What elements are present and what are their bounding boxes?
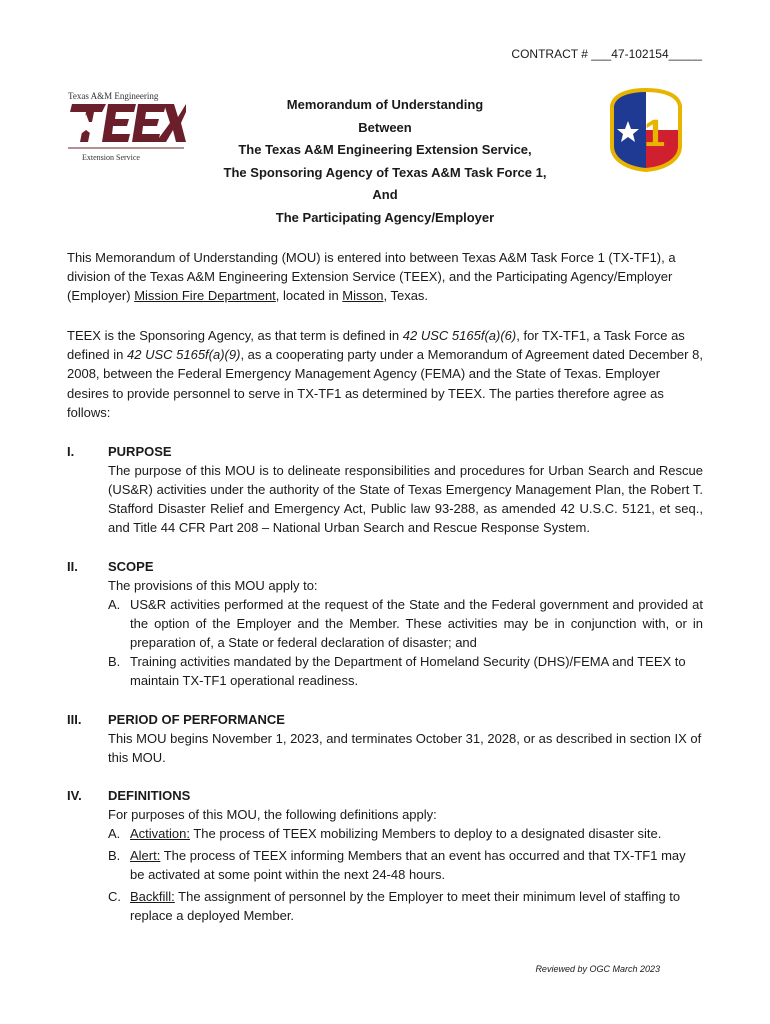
document-title (200, 94, 570, 230)
teex-logo (66, 90, 186, 166)
section-body: The purpose of this MOU is to delineate responsibilities and procedures for Urban Search and Rescue (US&R) activities under the authority of the State of Texas Emergency Management Plan, the Robert T. Stafford Disaster Relief and Emergency Act, Public law 93-288, as amended 42 U.S.C. 5121, et seq., and Title 44 CFR Part 208 – National Urban Search and Rescue Response System. (108, 463, 703, 535)
teex-logo-top-text: Texas A&M Engineering (68, 91, 159, 101)
list-item-label: A. (108, 597, 121, 612)
list-item-text: Training activities mandated by the Department of Homeland Security (DHS)/FEMA and TEEX to maintain TX-TF1 operational readiness. (130, 654, 686, 688)
sponsor-text: , as a cooperating party under a Memorandum of Agreement dated December 8, 2008, between the Federal Emergency Management Agency (FEMA) and the State of Texas. Employer desires to provide personnel to serve in TX-TF1 as determined by TEEX. The parties therefore agree as follows: (67, 347, 703, 420)
definition-item (108, 887, 703, 925)
section-number: III. (67, 712, 82, 727)
title-line: The Texas A&M Engineering Extension Service, (238, 142, 532, 158)
list-item-label: C. (108, 889, 121, 904)
intro-text: , located in (275, 288, 343, 304)
tx-tf1-logo (610, 88, 682, 172)
contract-number: CONTRACT # ___47-102154_____ (511, 47, 702, 61)
teex-logo-bottom-text: Extension Service (82, 153, 140, 162)
section-number: I. (67, 444, 75, 459)
list-item (108, 595, 703, 652)
employer-city: Misson (342, 288, 384, 304)
usc-citation: 42 USC 5165f(a)(9) (127, 347, 241, 363)
definition-item (108, 824, 703, 843)
sponsor-text: TEEX is the Sponsoring Agency, as that term is defined in (67, 328, 403, 343)
section-period (67, 710, 703, 767)
definition-text: The process of TEEX informing Members that an event has occurred and that TX-TF1 may be activated at some point within the next 24-48 hours. (130, 848, 686, 882)
title-line: The Participating Agency/Employer (275, 209, 495, 225)
section-scope (67, 557, 703, 690)
list-item-label: B. (108, 848, 121, 863)
intro-text: , Texas. (383, 288, 429, 304)
definition-item (108, 846, 703, 884)
intro-paragraph (67, 248, 703, 306)
title-line: The Sponsoring Agency of Texas A&M Task Force 1, (223, 164, 547, 180)
definition-term: Alert: (130, 848, 161, 863)
section-body: This MOU begins November 1, 2023, and terminates October 31, 2028, or as described in section IX of this MOU. (108, 731, 702, 765)
title-line: And (372, 187, 398, 203)
section-title: PERIOD OF PERFORMANCE (108, 712, 285, 727)
section-title: PURPOSE (108, 444, 172, 459)
list-item-label: A. (108, 826, 121, 841)
list-item-label: B. (108, 654, 121, 669)
section-number: II. (67, 559, 78, 574)
definition-term: Backfill: (130, 889, 175, 904)
definition-text: The assignment of personnel by the Employer to meet their minimum level of staffing to replace a deployed Member. (130, 889, 681, 923)
section-intro: The provisions of this MOU apply to: (108, 578, 318, 593)
definition-text: The process of TEEX mobilizing Members to deploy to a designated disaster site. (189, 826, 662, 841)
section-number: IV. (67, 788, 82, 803)
intro-text: This Memorandum of Understanding (MOU) is entered into between Texas A&M Task Force 1 (TX-TF1), a division of the Texas A&M Engineering Extension Service (TEEX), and the Participating Agency/Employer (Employer) (67, 250, 676, 304)
usc-citation: 42 USC 5165f(a)(6) (402, 328, 517, 343)
review-note: Reviewed by OGC March 2023 (535, 964, 660, 974)
title-line: Between (358, 119, 412, 135)
section-title: DEFINITIONS (108, 788, 191, 803)
tx-tf1-logo-numeral: 1 (644, 113, 666, 155)
definition-term: Activation: (130, 826, 190, 841)
section-intro: For purposes of this MOU, the following definitions apply: (108, 807, 437, 822)
list-item-text: US&R activities performed at the request of the State and the Federal government and provided at the option of the Employer and the Member. These activities may be in conjunction with, or in preparation of, a State or federal declaration of disaster; and (130, 597, 703, 650)
sponsor-text: , for TX-TF1, a Task Force as defined in (67, 328, 685, 363)
section-title: SCOPE (108, 559, 154, 574)
list-item (108, 652, 703, 690)
section-purpose (67, 442, 703, 537)
title-line: Memorandum of Understanding (286, 97, 484, 112)
sponsor-paragraph (67, 326, 703, 422)
section-definitions (67, 786, 703, 928)
employer-name: Mission Fire Department (134, 288, 276, 304)
